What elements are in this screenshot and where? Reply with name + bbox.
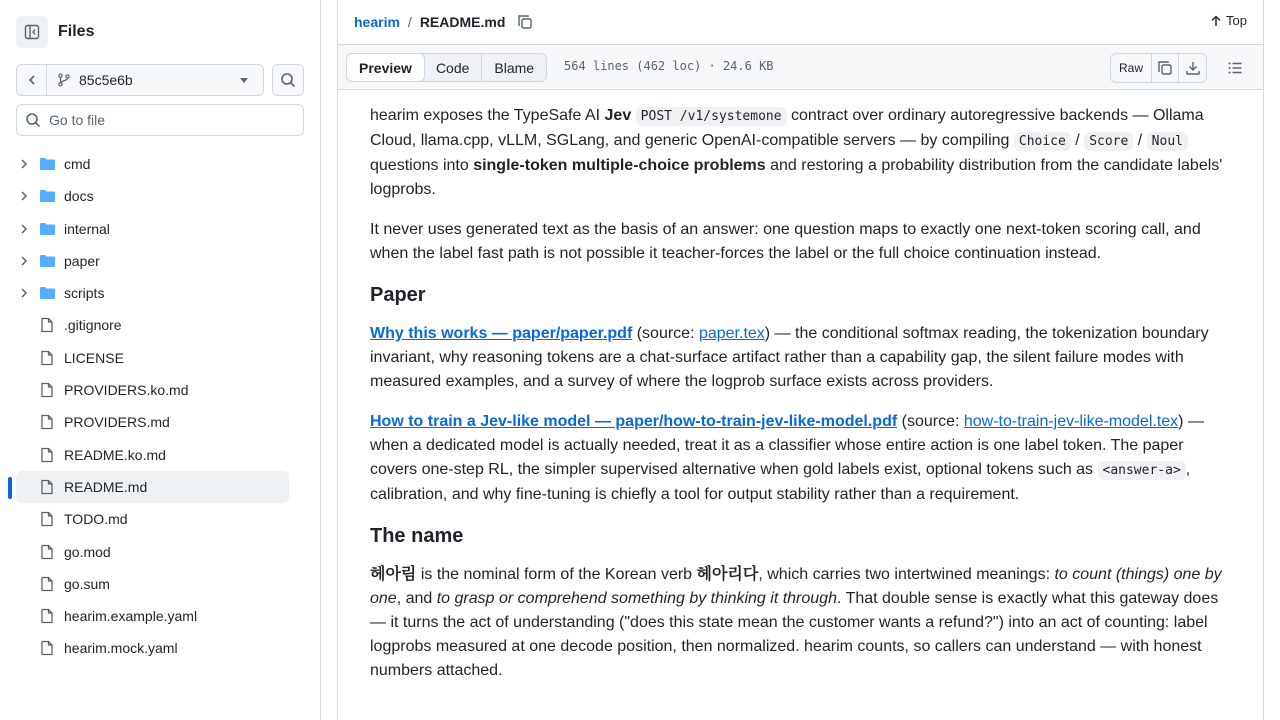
chevron-right-icon[interactable]	[18, 157, 30, 173]
tree-item-label: cmd	[64, 156, 91, 172]
git-branch-icon	[57, 73, 71, 87]
branch-label: 85c5e6b	[79, 72, 133, 88]
text-italic: to count (things) one by one	[370, 566, 1222, 607]
heading-paper: Paper	[370, 284, 426, 306]
folder-icon	[39, 221, 56, 240]
tree-folder[interactable]	[0, 277, 320, 309]
download-button[interactable]	[1179, 54, 1206, 82]
raw-button[interactable]: Raw	[1111, 54, 1152, 82]
tree-item-label: hearim.mock.yaml	[64, 640, 178, 657]
go-to-file-input[interactable]	[49, 112, 289, 128]
chevron-right-icon[interactable]	[18, 254, 30, 270]
tree-file[interactable]	[0, 568, 320, 600]
intro-paragraph	[370, 104, 1230, 202]
sidebar-collapse-icon	[24, 24, 40, 40]
tree-item-label: hearim.example.yaml	[64, 608, 198, 625]
name-paragraph	[370, 563, 1230, 683]
file-icon	[39, 640, 55, 659]
breadcrumb-repo-link[interactable]: hearim	[354, 14, 400, 30]
training-tex-link[interactable]: how-to-train-jev-like-model.tex	[963, 413, 1179, 430]
tree-item-label: TODO.md	[64, 511, 128, 528]
text-bold: 헤아림	[370, 566, 417, 583]
download-icon	[1185, 60, 1201, 76]
training-pdf-link[interactable]: How to train a Jev-like model — paper/how-to-train-jev-like-model.pdf	[370, 413, 898, 430]
tree-item-label: PROVIDERS.ko.md	[64, 382, 189, 399]
text: , calibration, and why fine-tuning is chiefly a tool for output stability rather than a requirement.	[370, 461, 1191, 503]
copy-raw-button[interactable]	[1152, 54, 1179, 82]
file-icon	[39, 350, 55, 369]
file-icon	[39, 447, 55, 466]
sidebar-title: Files	[58, 23, 95, 40]
text: , and	[396, 590, 437, 607]
text: and restoring a probability distribution from the candidate labels' logprobs.	[370, 157, 1223, 198]
text: , which carries two intertwined meanings:	[758, 566, 1055, 583]
heading-the-name: The name	[370, 525, 464, 547]
branch-row	[16, 64, 304, 96]
tree-folder[interactable]	[0, 213, 320, 245]
tree-file[interactable]	[0, 342, 320, 374]
training-paragraph	[370, 410, 1230, 507]
folder-icon	[39, 253, 56, 272]
chevron-left-icon	[26, 74, 38, 86]
inline-code: POST /v1/systemone	[636, 107, 787, 126]
collapse-sidebar-button[interactable]	[16, 16, 48, 48]
file-icon	[39, 608, 55, 627]
tree-file[interactable]	[0, 600, 320, 632]
branch-selector[interactable]	[16, 64, 264, 96]
copy-icon	[1157, 60, 1173, 76]
tree-file[interactable]	[0, 439, 320, 471]
selected-marker	[8, 477, 12, 499]
tree-item-label: go.mod	[64, 543, 111, 560]
list-unordered-icon	[1227, 60, 1243, 76]
file-toolbar	[338, 44, 1263, 90]
text	[631, 107, 635, 124]
tree-item-label: README.md	[64, 478, 148, 495]
tree-item-label: scripts	[64, 285, 105, 302]
breadcrumb-separator: /	[407, 14, 412, 30]
caret-down-icon	[239, 75, 249, 85]
sidebar-header	[16, 16, 94, 48]
folder-icon	[39, 156, 56, 175]
top-label: Top	[1226, 13, 1247, 28]
text: is the nominal form of the Korean verb	[416, 566, 697, 583]
tree-item-label: LICENSE	[64, 349, 124, 366]
top-button[interactable]	[1210, 13, 1247, 28]
text: /	[1070, 132, 1085, 149]
go-to-file-field[interactable]	[16, 104, 304, 136]
inline-code: <answer-a>	[1098, 461, 1186, 480]
text-bold: single-token multiple-choice problems	[473, 157, 766, 174]
file-icon	[39, 479, 55, 498]
file-icon	[39, 414, 55, 433]
tree-item-label: PROVIDERS.md	[64, 414, 170, 431]
file-tree	[0, 148, 320, 665]
tree-file[interactable]	[0, 309, 320, 341]
paper-tex-link[interactable]: paper.tex	[698, 325, 765, 342]
copy-path-button[interactable]	[517, 14, 533, 30]
chevron-right-icon[interactable]	[18, 222, 30, 238]
chevron-right-icon[interactable]	[18, 286, 30, 302]
branch-name[interactable]	[57, 72, 239, 88]
search-icon	[25, 112, 41, 128]
breadcrumb-file-name: README.md	[419, 14, 506, 30]
selected-background	[16, 471, 289, 503]
paper-pdf-link[interactable]: Why this works — paper/paper.pdf	[370, 325, 633, 342]
file-icon	[39, 576, 55, 595]
inline-code: Choice	[1014, 132, 1071, 151]
file-meta: 564 lines (462 loc) · 24.6 KB	[564, 59, 774, 73]
second-paragraph: It never uses generated text as the basis of an answer: one question maps to exactly one next-token scoring call, and when the label fast path is not possible it teacher-forces the label or the full choice continuation instead.	[370, 221, 1201, 262]
tab-preview[interactable]: Preview	[346, 53, 425, 82]
search-button[interactable]	[272, 64, 304, 96]
markdown-body	[370, 104, 1230, 699]
copy-icon	[517, 14, 533, 30]
paper-paragraph	[370, 322, 1230, 394]
view-mode-tabs	[346, 53, 547, 82]
text: (source:	[897, 413, 964, 430]
text: /	[1133, 132, 1147, 149]
text-bold: Jev	[604, 107, 632, 124]
tree-folder[interactable]	[0, 148, 320, 180]
tree-folder[interactable]	[0, 245, 320, 277]
tab-blame[interactable]: Blame	[494, 59, 535, 76]
text: hearim exposes the TypeSafe AI	[370, 107, 605, 124]
folder-icon	[39, 285, 56, 304]
tree-file[interactable]	[0, 536, 320, 568]
file-icon	[39, 544, 55, 563]
text: (source:	[632, 325, 699, 342]
text-bold: 헤아리다	[696, 566, 759, 583]
search-icon	[280, 72, 296, 88]
file-actions	[1110, 53, 1207, 83]
file-icon	[39, 382, 55, 401]
text: ) — when a dedicated model is actually needed, treat it as a classifier whose entire action is one label token. The paper covers one-step RL, the simpler supervised alternative when gold labels exist, optional tokens such as	[370, 413, 1204, 478]
tree-file[interactable]	[0, 374, 320, 406]
tree-item-label: paper	[64, 252, 100, 269]
tree-file[interactable]	[0, 406, 320, 438]
text-italic: to grasp or comprehend something by thinking it through	[436, 590, 837, 607]
chevron-right-icon[interactable]	[18, 189, 30, 205]
folder-icon	[39, 188, 56, 207]
outline-button[interactable]	[1227, 60, 1243, 81]
text: contract over ordinary autoregressive backends — Ollama Cloud, llama.cpp, vLLM, SGLang, and generic OpenAI-compatible servers — by compiling	[370, 107, 1204, 149]
inline-code: Score	[1084, 132, 1133, 151]
tab-code[interactable]: Code	[424, 54, 482, 81]
text: . That double sense is exactly what this gateway does — it turns the act of understanding ("does this state mean the customer wants a refund?") into an act of counting: label logprobs measured at one decode position, then normalized. hearim counts, so callers can understand — with honest numbers attached.	[370, 590, 1219, 679]
tree-file[interactable]	[0, 503, 320, 535]
breadcrumb	[354, 13, 533, 31]
file-tree-sidebar	[0, 0, 321, 720]
back-button[interactable]	[17, 65, 47, 95]
tree-item-label: docs	[64, 188, 94, 205]
tree-item-label: internal	[64, 220, 110, 237]
text: ) — the conditional softmax reading, the tokenization boundary invariant, why reasoning tokens are a chat-surface artifact rather than a capability gap, the silent failure modes with measured examples, and a survey of where the logprob surface exists across providers.	[370, 325, 1209, 390]
file-viewer	[337, 0, 1264, 720]
arrow-up-icon	[1210, 15, 1222, 27]
tree-item-label: README.ko.md	[64, 446, 166, 463]
tree-file[interactable]	[0, 471, 320, 503]
inline-code: Noul	[1147, 132, 1188, 151]
file-icon	[39, 317, 55, 336]
text: questions into	[370, 157, 474, 174]
tree-file[interactable]	[0, 632, 320, 664]
tree-item-label: .gitignore	[64, 317, 122, 334]
file-icon	[39, 511, 55, 530]
tree-item-label: go.sum	[64, 575, 110, 592]
tree-folder[interactable]	[0, 180, 320, 212]
